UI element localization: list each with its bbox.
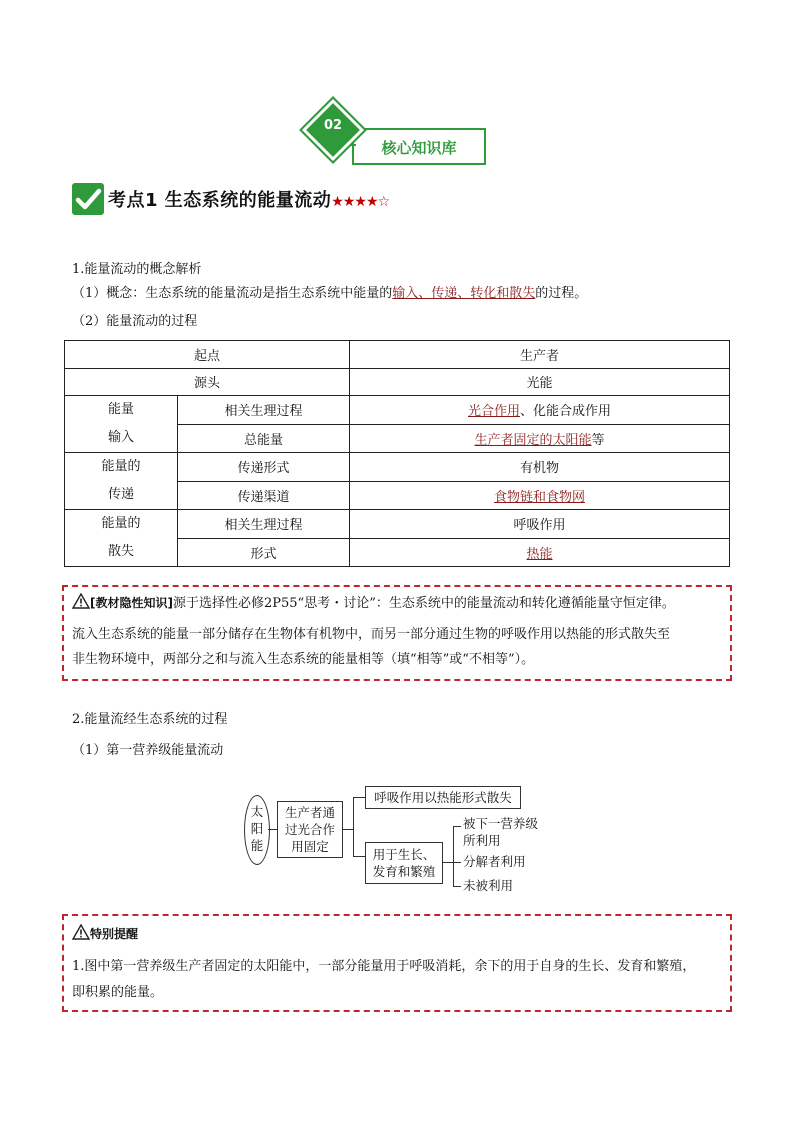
branch-line: 被下一营养级 [463, 816, 539, 831]
group-cell-input [65, 396, 178, 453]
concept-prefix: （1）概念：生态系统的能量流动是指生态系统中能量的 [72, 286, 393, 301]
table-cell: 有机物 [350, 453, 730, 482]
table-row [65, 368, 730, 396]
group-label-line: 输入 [107, 430, 134, 445]
box-line: 生产者通 [284, 805, 335, 820]
branch-unused: 未被利用 [463, 878, 514, 893]
group-label-line: 能量的 [101, 516, 141, 531]
concept-suffix: 的过程。 [535, 286, 588, 301]
connector-line [353, 797, 354, 857]
table-cell: 相关生理过程 [178, 396, 350, 425]
section-title-text: 考点1 生态系统的能量流动 [108, 190, 332, 211]
group-label-line: 能量的 [101, 459, 141, 474]
respiration-box: 呼吸作用以热能形式散失 [365, 786, 521, 809]
table-cell [350, 538, 730, 567]
table-cell: 传递形式 [178, 453, 350, 482]
part2-subheading: （1）第一营养级能量流动 [72, 743, 224, 758]
note-line-2: 流入生态系统的能量一部分储存在生物体有机物中，而另一部分通过生物的呼吸作用以热能的形式散失至 [72, 627, 671, 642]
table-row [65, 510, 730, 539]
table-row [65, 396, 730, 425]
connector-line [453, 862, 461, 863]
note-line-1 [72, 593, 675, 614]
answer-text: 食物链和食物网 [493, 489, 585, 505]
checkmark-icon [72, 183, 104, 215]
concept-line [72, 284, 587, 304]
reminder-line-2: 即积累的能量。 [72, 985, 164, 1000]
growth-box [365, 842, 443, 884]
branch-next-level [463, 815, 538, 849]
box-line: 用于生长、 [372, 847, 436, 862]
box-line: 过光合作 [284, 822, 335, 837]
process-heading: （2）能量流动的过程 [72, 314, 198, 329]
badge-connector [350, 144, 356, 146]
section-header-label: 核心知识库 [381, 139, 457, 157]
table-cell [350, 481, 730, 510]
section-number: 02 [323, 118, 343, 133]
table-cell: 源头 [65, 368, 350, 396]
table-cell [350, 396, 730, 425]
answer-text: 生产者固定的太阳能 [474, 432, 592, 448]
note-tag: [教材隐性知识] [90, 596, 173, 610]
connector-line [453, 826, 454, 887]
table-cell: 传递渠道 [178, 481, 350, 510]
warning-icon [72, 924, 90, 940]
group-cell-transfer [65, 453, 178, 510]
sun-char: 能 [250, 838, 264, 853]
group-label-line: 能量 [107, 402, 134, 417]
part2-heading: 2.能量流经生态系统的过程 [72, 712, 228, 727]
difficulty-stars: ★★★★☆ [331, 194, 390, 210]
sun-char: 阳 [250, 821, 264, 836]
sun-char: 太 [250, 804, 264, 819]
cell-text: 等 [591, 432, 605, 448]
table-cell: 形式 [178, 538, 350, 567]
connector-line [353, 797, 365, 798]
sun-label [244, 803, 270, 854]
box-line: 发育和繁殖 [372, 864, 436, 879]
reminder-line-1: 1.图中第一营养级生产者固定的太阳能中，一部分能量用于呼吸消耗，余下的用于自身的生长、发育和繁殖， [72, 959, 696, 974]
special-reminder-box [62, 914, 732, 1012]
group-label-line: 散失 [107, 544, 134, 559]
box-line: 用固定 [291, 839, 329, 854]
table-cell: 相关生理过程 [178, 510, 350, 539]
connector-line [453, 886, 461, 887]
table-cell: 起点 [65, 341, 350, 369]
connector-line [353, 856, 365, 857]
table-cell: 呼吸作用 [350, 510, 730, 539]
connector-line [343, 829, 353, 830]
cell-text: 、化能合成作用 [520, 404, 612, 420]
branch-decomposer: 分解者利用 [463, 854, 526, 869]
answer-text: 热能 [526, 546, 553, 562]
branch-line: 所利用 [463, 833, 501, 848]
energy-flow-table [64, 340, 730, 567]
answer-text: 光合作用 [467, 404, 520, 420]
warning-icon [72, 593, 90, 609]
connector-line [453, 826, 461, 827]
section-title [108, 186, 389, 212]
table-row [65, 341, 730, 369]
group-cell-loss [65, 510, 178, 567]
producer-box [277, 801, 343, 858]
table-cell: 总能量 [178, 424, 350, 453]
reminder-tag: 特别提醒 [90, 927, 139, 941]
note-text: 源于选择性必修2P55“思考・讨论”：生态系统中的能量流动和转化遵循能量守恒定律。 [172, 596, 675, 611]
table-row [65, 453, 730, 482]
note-line-3: 非生物环境中，两部分之和与流入生态系统的能量相等（填“相等”或“不相等”）。 [72, 652, 535, 667]
connector-line [268, 829, 277, 830]
part1-heading: 1.能量流动的概念解析 [72, 262, 202, 277]
section-header-badge [352, 128, 486, 165]
table-cell: 生产者 [350, 341, 730, 369]
table-cell: 光能 [350, 368, 730, 396]
table-cell [350, 424, 730, 453]
textbook-note-box [62, 585, 732, 681]
concept-answer: 输入、传递、转化和散失 [392, 286, 536, 301]
group-label-line: 传递 [107, 487, 134, 502]
connector-line [443, 862, 453, 863]
reminder-header [72, 924, 138, 945]
